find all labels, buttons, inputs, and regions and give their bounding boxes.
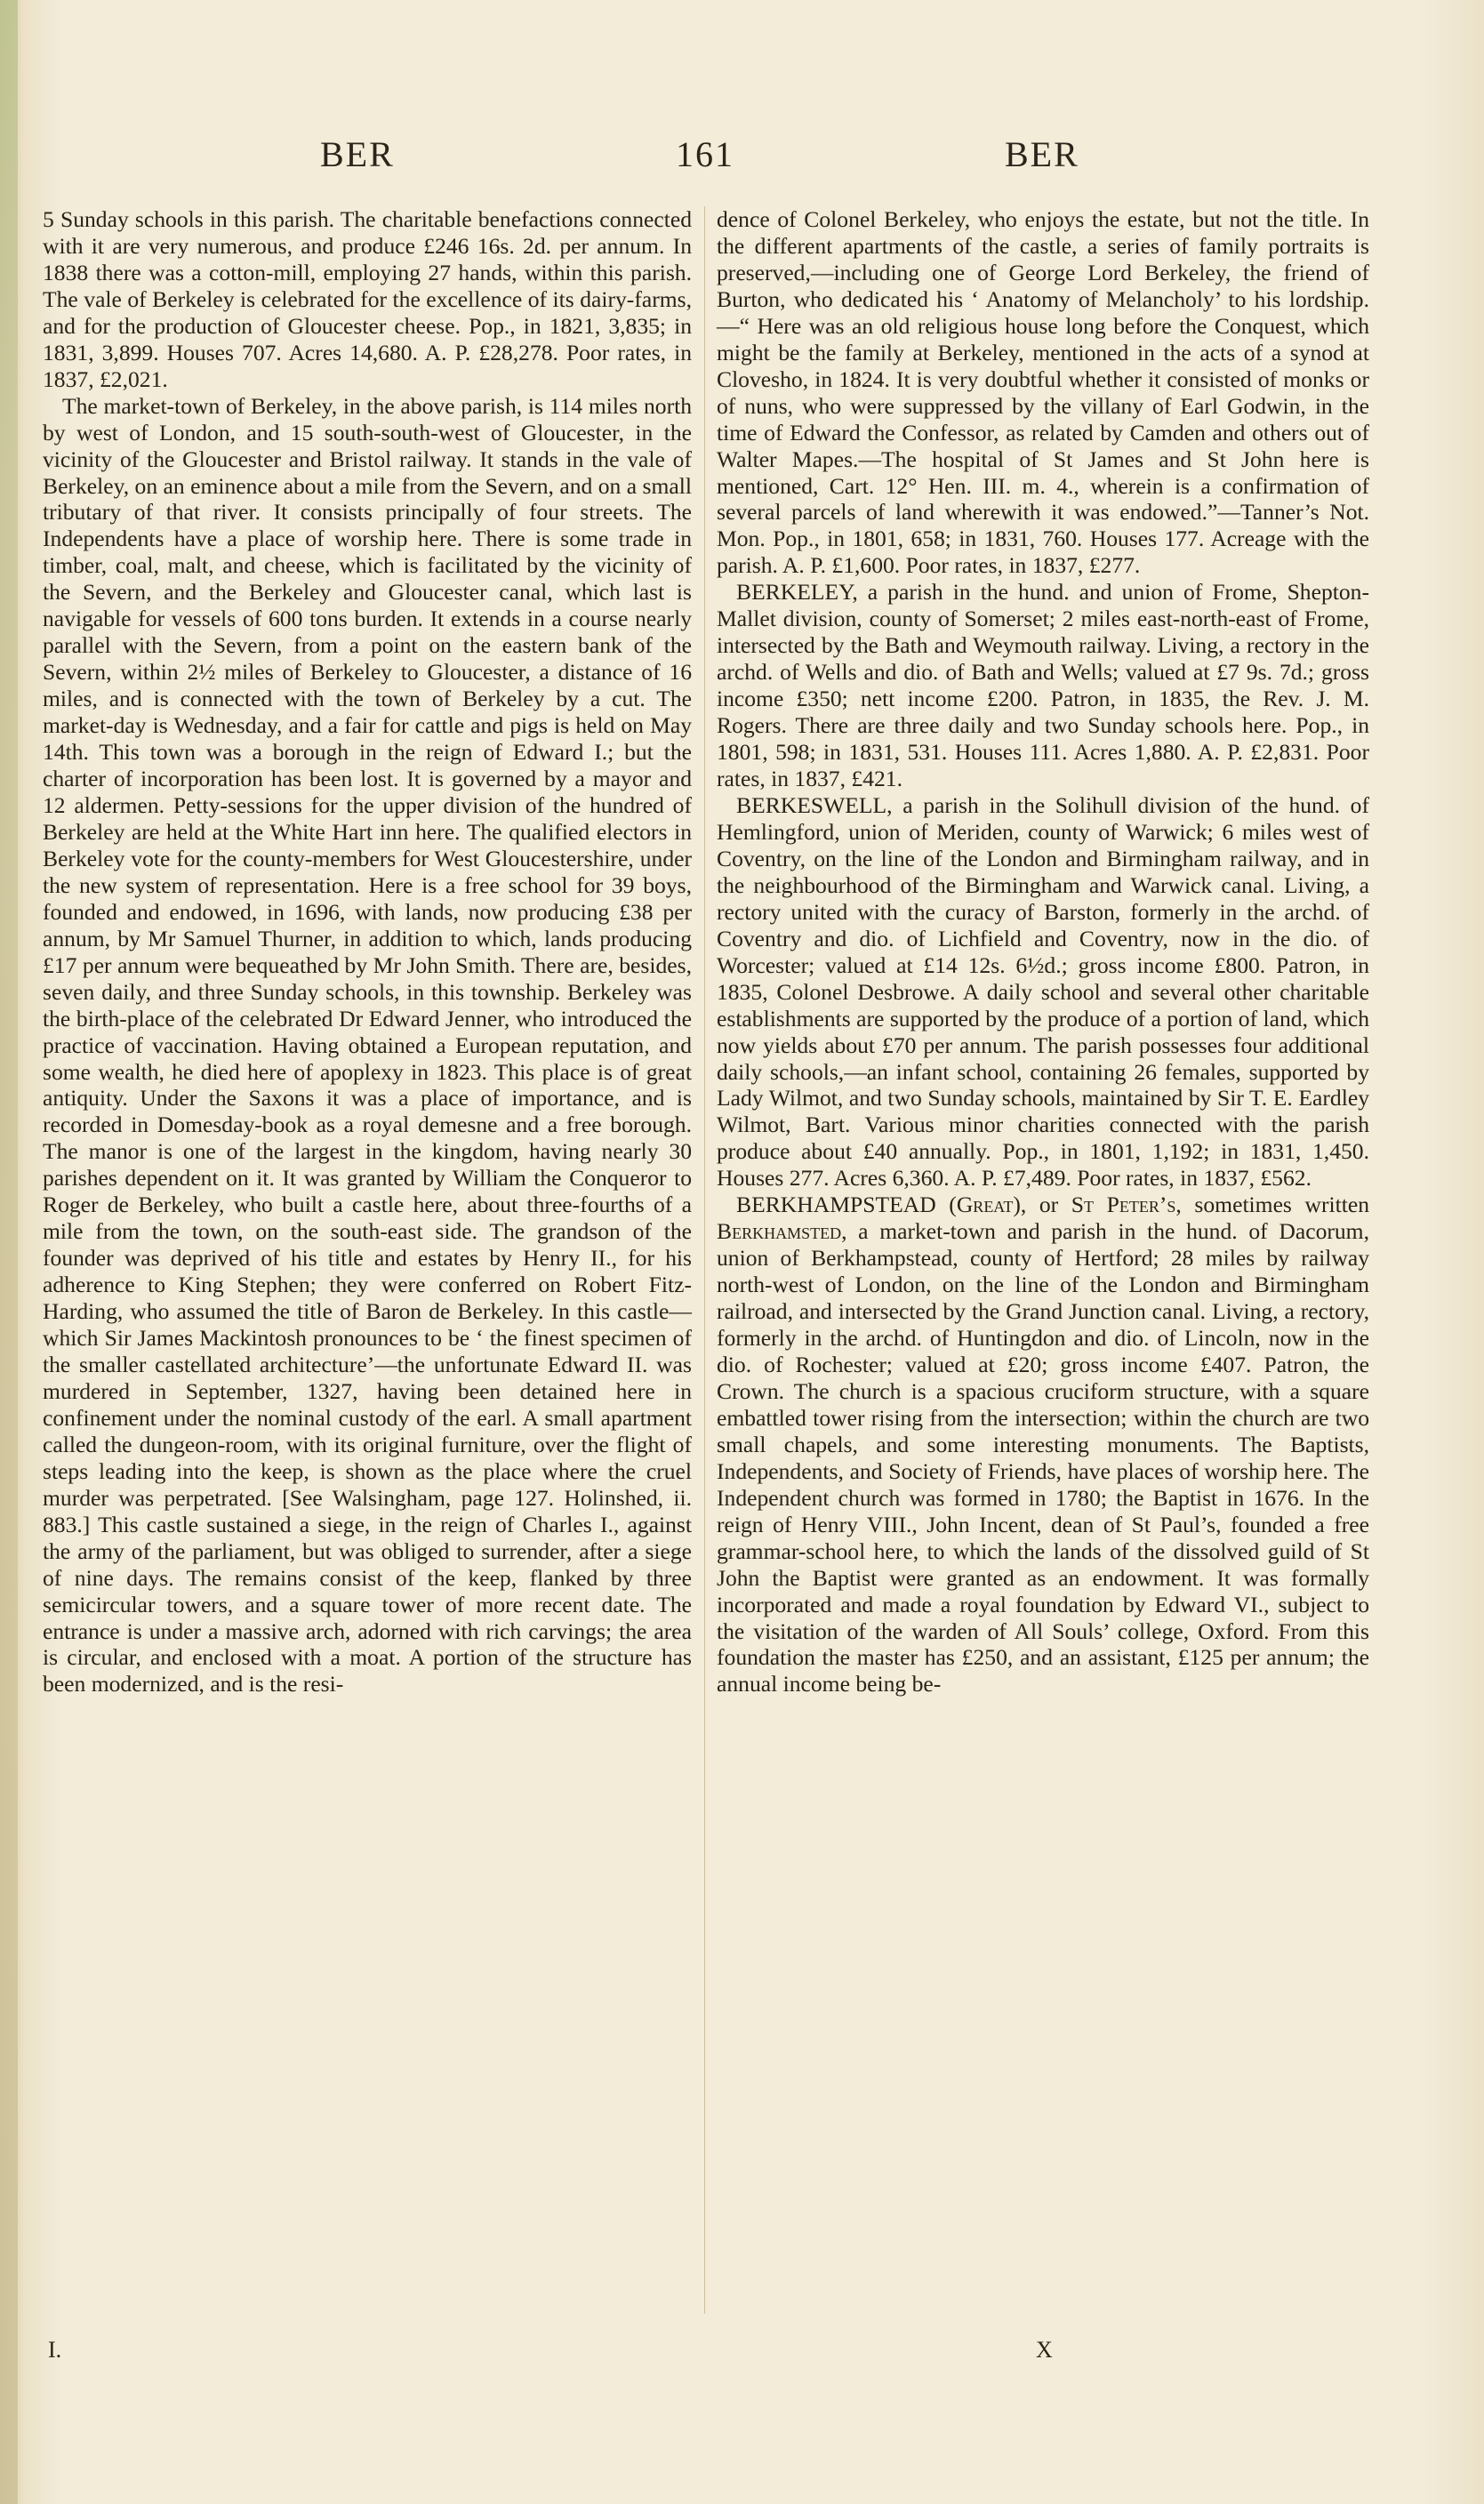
left-paragraph-1: 5 Sunday schools in this parish. The charitable benefactions connected with it are very numerous, and produce £246 16s. 2d. per annum. In 1838 there was a cotton-mill, employing 27 hands, within this parish. The vale of Berkeley is celebrated for the excellence of its dairy-farms, and for the production of Gloucester cheese. Pop., in 1821, 3,835; in 1831, 3,899. Houses 707. Acres 14,680. A. P. £28,278. Poor rates, in 1837, £2,021. [43, 206, 692, 392]
entry-berkhampstead-head: BERKHAMPSTEAD ( [736, 1192, 957, 1218]
signature-mark-right: X [1036, 2337, 1053, 2363]
book-spine-edge [0, 0, 18, 2504]
page-number: 161 [676, 134, 734, 174]
entry-berkeley-somerset: BERKELEY, a parish in the hund. and union of Frome, Shepton-Mallet division, county of Somerset; 2 miles east-north-east of Frome, intersected by the Bath and Weymouth railway. Living, a rectory in the archd. of Wells and dio. of Bath and Wells; valued at £7 9s. 7d.; gross income £350; nett income £200. Patron, in 1835, the Rev. J. M. Rogers. There are three daily and two Sunday schools here. Pop., in 1801, 598; in 1831, 531. Houses 111. Acres 1,880. A. P. £2,831. Poor rates, in 1837, £421. [717, 579, 1369, 792]
entry-berkhampstead-body: , a market-town and parish in the hund. of Dacorum, union of Berkhampstead, county of Hertford; 28 miles by railway north-west of London, on the line of the London and Birmingham railroad, and intersected by the Grand Junction canal. Living, a rectory, formerly in the archd. of Huntingdon and dio. of Lincoln, now in the dio. of Rochester; valued at £20; gross income £407. Patron, the Crown. The church is a spacious cruciform structure, with a square embattled tower rising from the intersection; within the church are two small chapels, and some interesting monuments. The Baptists, Independents, and Society of Friends, have places of worship here. The Independent church was formed in 1780; the Baptist in 1676. In the reign of Henry VIII., John Incent, dean of St Paul’s, founded a free grammar-school here, to which the lands of the dissolved guild of St John the Baptist were granted as an endowment. It was formally incorporated and made a royal foundation by Edward VI., subject to the visitation of the warden of All Souls’ college, Oxford. From this foundation the master has £250, and an assistant, £125 per annum; the annual income being be- [717, 1218, 1369, 1697]
entry-berkeswell: BERKESWELL, a parish in the Solihull division of the hund. of Hemlingford, union of Meriden, county of Warwick; 6 miles west of Coventry, on the line of the London and Birmingham railway, and in the neighbourhood of the Birmingham and Warwick canal. Living, a rectory united with the curacy of Barston, formerly in the archd. of Coventry and dio. of Lichfield and Coventry, now in the dio. of Worcester; valued at £14 12s. 6½d.; gross income £800. Patron, in 1835, Colonel Desbrowe. A daily school and several other charitable establishments are supported by the produce of a portion of land, which now yields about £70 per annum. The parish possesses four additional daily schools,—an infant school, containing 26 females, supported by Lady Wilmot, and two Sunday schools, maintained by Sir T. E. Eardley Wilmot, Bart. Various minor charities connected with the parish produce about £40 annually. Pop., in 1801, 1,192; in 1831, 1,450. Houses 277. Acres 6,360. A. P. £7,489. Poor rates, in 1837, £562. [717, 791, 1369, 1192]
running-header [0, 133, 1484, 187]
entry-berkhampstead [717, 1192, 1369, 1697]
signature-mark-left: I. [48, 2337, 62, 2363]
entry-berkhampstead-mid: , sometimes written [1175, 1192, 1370, 1218]
entry-berkhampstead-great: Great [956, 1192, 1014, 1218]
left-column [43, 206, 692, 1697]
column-divider [704, 206, 705, 2314]
header-left-guideword: BER [320, 134, 395, 174]
right-column [717, 206, 1369, 1697]
entry-berkhampstead-alt: Berkhamsted [717, 1218, 842, 1245]
right-paragraph-1: dence of Colonel Berkeley, who enjoys the estate, but not the title. In the different apartments of the castle, a series of family portraits is preserved,—including one of George Lord Berkeley, the friend of Burton, who dedicated his ‘ Anatomy of Melancholy’ to his lordship.—“ Here was an old religious house long before the Conquest, which might be the family at Berkeley, mentioned in the acts of a synod at Clovesho, in 1824. It is very doubtful whether it consisted of monks or of nuns, who were suppressed by the villany of Earl Godwin, in the time of Edward the Confessor, as related by Camden and others out of Walter Mapes.—The hospital of St James and St John here is mentioned, Cart. 12° Hen. III. m. 4., wherein is a confirmation of several parcels of land wherewith it was endowed.”—Tanner’s Not. Mon. Pop., in 1801, 658; in 1831, 760. Houses 177. Acreage with the parish. A. P. £1,600. Poor rates, in 1837, £277. [717, 206, 1369, 579]
entry-berkhampstead-or: ), or [1013, 1192, 1071, 1218]
header-right-guideword: BER [1005, 134, 1079, 174]
left-paragraph-2: The market-town of Berkeley, in the above parish, is 114 miles north by west of London, and 15 south-south-west of Gloucester, in the vicinity of the Gloucester and Bristol railway. It stands in the vale of Berkeley, on an eminence about a mile from the Severn, and on a small tributary of that river. It consists principally of four streets. The Independents have a place of worship here. There is some trade in timber, coal, malt, and cheese, which is facilitated by the vicinity of the Severn, and the Berkeley and Gloucester canal, which last is navigable for vessels of 600 tons burden. It extends in a course nearly parallel with the Severn, from a point on the eastern bank of the Severn, within 2½ miles of Berkeley to Gloucester, a distance of 16 miles, and is connected with the town of Berkeley by a cut. The market-day is Wednesday, and a fair for cattle and pigs is held on May 14th. This town was a borough in the reign of Edward I.; but the charter of incorporation has been lost. It is governed by a mayor and 12 aldermen. Petty-sessions for the upper division of the hundred of Berkeley are held at the White Hart inn here. The qualified electors in Berkeley vote for the county-members for West Gloucestershire, under the new system of representation. Here is a free school for 39 boys, founded and endowed, in 1696, with lands, now producing £38 per annum, by Mr Samuel Thurner, in addition to which, lands producing £17 per annum were bequeathed by Mr John Smith. There are, besides, seven daily, and three Sunday schools, in this township. Berkeley was the birth-place of the celebrated Dr Edward Jenner, who introduced the practice of vaccination. Having obtained a European reputation, and some wealth, he died here of apoplexy in 1823. This place is of great antiquity. Under the Saxons it was a place of importance, and is recorded in Domesday-book as a royal demesne and a free borough. The manor is one of the largest in the kingdom, having nearly 30 parishes dependent on it. It was granted by William the Conqueror to Roger de Berkeley, who built a castle here, about three-fourths of a mile from the town, on the south-east side. The grandson of the founder was deprived of his title and estates by Henry II., for his adherence to King Stephen; they were conferred on Robert Fitz-Harding, who assumed the title of Baron de Berkeley. In this castle—which Sir James Mackintosh pronounces to be ‘ the finest specimen of the smaller castellated architecture’—the unfortunate Edward II. was murdered in September, 1327, having been detained here in confinement under the nominal custody of the earl. A small apartment called the dungeon-room, with its original furniture, over the flight of steps leading into the keep, is shown as the place where the cruel murder was perpetrated. [See Walsingham, page 127. Holinshed, ii. 883.] This castle sustained a siege, in the reign of Charles I., against the army of the parliament, but was obliged to surrender, after a siege of nine days. The remains consist of the keep, flanked by three semicircular towers, and a square tower of more recent date. The entrance is under a massive arch, adorned with rich carvings; the area is circular, and enclosed with a moat. A portion of the structure has been modernized, and is the resi- [43, 392, 692, 1697]
entry-berkhampstead-stpeters: St Peter’s [1071, 1192, 1176, 1218]
